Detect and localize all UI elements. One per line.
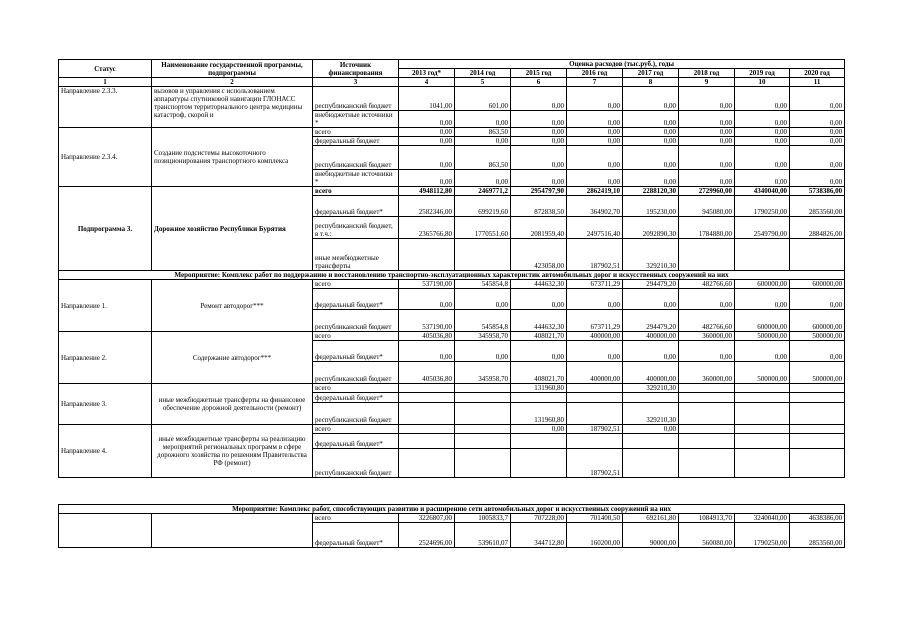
funding-source: внебюджетные источники *	[313, 111, 399, 128]
value-cell: 537190,00	[399, 280, 455, 289]
value-cell	[511, 449, 567, 478]
value-cell: 0,00	[623, 341, 679, 362]
value-cell: 329210,30	[623, 403, 679, 425]
header-source: Источник финансирования	[313, 60, 399, 78]
column-number: 9	[679, 78, 735, 87]
value-cell: 4638386,00	[790, 514, 845, 523]
table-row	[59, 87, 845, 111]
value-cell	[679, 384, 735, 393]
value-cell: 5738386,00	[790, 187, 845, 196]
funding-source: иные межбюджетные трансферты	[313, 239, 399, 271]
value-cell: 3240040,00	[735, 514, 790, 523]
value-cell: 0,00	[455, 170, 511, 187]
value-cell: 0,00	[679, 128, 735, 137]
value-cell: 345958,70	[455, 362, 511, 384]
value-cell: 2582346,00	[399, 196, 455, 217]
value-cell: 2853560,00	[790, 196, 845, 217]
year-header: 2013 год*	[399, 69, 455, 78]
value-cell: 344712,80	[511, 523, 567, 548]
value-cell: 2884826,00	[790, 217, 845, 239]
value-cell: 0,00	[399, 137, 455, 146]
value-cell	[455, 425, 511, 434]
value-cell: 0,00	[679, 137, 735, 146]
value-cell	[399, 434, 455, 449]
value-cell: 400000,00	[567, 332, 623, 341]
value-cell: 0,00	[511, 128, 567, 137]
row-name: Ремонт автодорог***	[152, 280, 313, 332]
value-cell: 187902,51	[567, 239, 623, 271]
value-cell: 0,00	[623, 170, 679, 187]
value-cell: 699219,60	[455, 196, 511, 217]
measure-row	[59, 271, 845, 280]
value-cell	[511, 434, 567, 449]
value-cell: 0,00	[679, 87, 735, 111]
value-cell: 0,00	[679, 146, 735, 170]
funding-source: республиканский бюджет	[313, 362, 399, 384]
column-number: 2	[152, 78, 313, 87]
funding-source: федеральный бюджет*	[313, 523, 399, 548]
budget-table	[58, 59, 845, 478]
value-cell: 692161,80	[623, 514, 679, 523]
value-cell: 1084913,70	[679, 514, 735, 523]
value-cell	[679, 403, 735, 425]
value-cell: 0,00	[399, 146, 455, 170]
value-cell: 863,50	[455, 128, 511, 137]
value-cell: 0,00	[511, 425, 567, 434]
funding-source: федеральный бюджет*	[313, 393, 399, 403]
row-status	[59, 514, 152, 548]
value-cell: 4948112,80	[399, 187, 455, 196]
value-cell: 0,00	[567, 111, 623, 128]
value-cell	[735, 393, 790, 403]
value-cell	[455, 449, 511, 478]
value-cell	[511, 393, 567, 403]
value-cell: 0,00	[735, 137, 790, 146]
value-cell: 0,00	[790, 289, 845, 310]
value-cell: 500000,00	[790, 332, 845, 341]
value-cell: 0,00	[399, 341, 455, 362]
budget-table-continued	[58, 504, 845, 548]
value-cell: 1005833,7	[455, 514, 511, 523]
column-number: 7	[567, 78, 623, 87]
value-cell: 707228,00	[511, 514, 567, 523]
value-cell	[399, 393, 455, 403]
value-cell: 2288120,30	[623, 187, 679, 196]
value-cell: 0,00	[455, 137, 511, 146]
value-cell: 0,00	[511, 341, 567, 362]
value-cell: 0,00	[623, 146, 679, 170]
value-cell: 539610,07	[455, 523, 511, 548]
funding-source: федеральный бюджет*	[313, 341, 399, 362]
value-cell: 0,00	[735, 87, 790, 111]
row-status: Направление 2.3.3.	[59, 87, 152, 128]
value-cell: 3226807,00	[399, 514, 455, 523]
value-cell: 0,00	[511, 146, 567, 170]
funding-source: всего	[313, 514, 399, 523]
value-cell: 0,00	[623, 289, 679, 310]
value-cell: 1784880,00	[679, 217, 735, 239]
value-cell	[735, 239, 790, 271]
table-row	[59, 384, 845, 393]
row-status: Направление 2.3.4.	[59, 128, 152, 187]
value-cell: 0,00	[623, 111, 679, 128]
value-cell	[790, 449, 845, 478]
value-cell	[679, 393, 735, 403]
value-cell: 0,00	[790, 341, 845, 362]
value-cell: 1770551,60	[455, 217, 511, 239]
value-cell	[399, 384, 455, 393]
value-cell: 0,00	[735, 170, 790, 187]
value-cell: 360000,00	[679, 362, 735, 384]
value-cell	[399, 425, 455, 434]
value-cell: 482766,60	[679, 280, 735, 289]
value-cell: 0,00	[623, 425, 679, 434]
value-cell: 329210,30	[623, 384, 679, 393]
value-cell	[455, 239, 511, 271]
value-cell: 444632,30	[511, 310, 567, 332]
value-cell	[790, 403, 845, 425]
funding-source: федеральный бюджет*	[313, 434, 399, 449]
funding-source: федеральный бюджет*	[313, 196, 399, 217]
value-cell: 1790250,00	[735, 523, 790, 548]
value-cell: 400000,00	[623, 332, 679, 341]
value-cell: 537190,00	[399, 310, 455, 332]
row-status: Направление 3.	[59, 384, 152, 425]
value-cell: 0,00	[511, 170, 567, 187]
value-cell	[735, 425, 790, 434]
value-cell: 600000,00	[790, 280, 845, 289]
value-cell	[679, 425, 735, 434]
value-cell	[679, 449, 735, 478]
value-cell: 0,00	[790, 111, 845, 128]
value-cell: 0,00	[679, 341, 735, 362]
value-cell: 600000,00	[735, 280, 790, 289]
value-cell: 408021,70	[511, 362, 567, 384]
value-cell	[455, 434, 511, 449]
value-cell	[735, 403, 790, 425]
year-header: 2016 год	[567, 69, 623, 78]
value-cell: 0,00	[735, 289, 790, 310]
value-cell: 600000,00	[790, 310, 845, 332]
value-cell: 560080,00	[679, 523, 735, 548]
year-header: 2020 год	[790, 69, 845, 78]
value-cell: 400000,00	[623, 362, 679, 384]
value-cell: 405036,80	[399, 332, 455, 341]
value-cell: 545854,8	[455, 280, 511, 289]
value-cell: 0,00	[679, 170, 735, 187]
value-cell	[790, 425, 845, 434]
value-cell: 0,00	[567, 146, 623, 170]
value-cell: 405036,80	[399, 362, 455, 384]
value-cell: 482766,60	[679, 310, 735, 332]
value-cell: 0,00	[623, 87, 679, 111]
row-name: иные межбюджетные трансферты на реализацию мероприятий региональных программ в сфере дорожного хозяйства по решениям Правительства РФ (ремонт)	[152, 425, 313, 478]
value-cell: 0,00	[790, 170, 845, 187]
value-cell: 444632,30	[511, 280, 567, 289]
value-cell: 423058,00	[511, 239, 567, 271]
value-cell: 345958,70	[455, 332, 511, 341]
budget-table-body	[59, 60, 845, 478]
value-cell: 0,00	[455, 289, 511, 310]
header-program: Наименование государственной программы, подпрограммы	[152, 60, 313, 78]
row-name: вызовов и управления с использованием аппаратуры спутниковой навигации ГЛОНАСС транспортом территориального центра медицины катастроф, скорой и	[152, 87, 313, 128]
header-status: Статус	[59, 60, 152, 78]
value-cell: 2092890,30	[623, 217, 679, 239]
table-row	[59, 514, 845, 523]
row-name: Создание подсистемы высокоточного позиционирования транспортного комплекса	[152, 128, 313, 187]
value-cell: 0,00	[399, 170, 455, 187]
value-cell: 0,00	[567, 128, 623, 137]
value-cell: 0,00	[399, 111, 455, 128]
value-cell: 2729960,00	[679, 187, 735, 196]
value-cell: 600000,00	[735, 310, 790, 332]
value-cell: 0,00	[790, 137, 845, 146]
table-row	[59, 128, 845, 137]
value-cell: 0,00	[567, 170, 623, 187]
value-cell: 1041,00	[399, 87, 455, 111]
value-cell	[567, 393, 623, 403]
value-cell: 0,00	[567, 289, 623, 310]
table-row	[59, 187, 845, 196]
value-cell: 2954797,90	[511, 187, 567, 196]
table-row	[59, 425, 845, 434]
column-number: 10	[735, 78, 790, 87]
value-cell	[567, 384, 623, 393]
header-estimate: Оценка расходов (тыс.руб.), годы	[399, 60, 845, 69]
row-status: Подпрограмма 3.	[59, 187, 152, 271]
value-cell: 0,00	[511, 289, 567, 310]
table-row	[59, 332, 845, 341]
value-cell	[399, 403, 455, 425]
value-cell: 0,00	[623, 137, 679, 146]
value-cell: 0,00	[735, 128, 790, 137]
funding-source: республиканский бюджет, в т.ч.:	[313, 217, 399, 239]
value-cell: 2081959,40	[511, 217, 567, 239]
year-header: 2014 год	[455, 69, 511, 78]
value-cell	[790, 384, 845, 393]
value-cell: 2853560,00	[790, 523, 845, 548]
value-cell: 408021,70	[511, 332, 567, 341]
value-cell: 0,00	[455, 341, 511, 362]
value-cell: 2524696,00	[399, 523, 455, 548]
value-cell	[399, 449, 455, 478]
funding-source: всего	[313, 128, 399, 137]
value-cell: 0,00	[735, 146, 790, 170]
value-cell	[790, 239, 845, 271]
value-cell	[735, 384, 790, 393]
value-cell: 2469771,2	[455, 187, 511, 196]
value-cell: 0,00	[511, 111, 567, 128]
value-cell: 0,00	[790, 87, 845, 111]
funding-source: всего	[313, 280, 399, 289]
value-cell: 160200,00	[567, 523, 623, 548]
column-number: 5	[455, 78, 511, 87]
value-cell: 1790250,00	[735, 196, 790, 217]
funding-source: республиканский бюджет	[313, 403, 399, 425]
value-cell: 545854,8	[455, 310, 511, 332]
funding-source: республиканский бюджет	[313, 87, 399, 111]
value-cell: 0,00	[790, 146, 845, 170]
value-cell: 90000,00	[623, 523, 679, 548]
measure-title: Мероприятие: Комплекс работ, способствующих развитию и расширению сети автомобильных дорог и искусственных сооружений на них	[59, 505, 845, 514]
value-cell	[455, 384, 511, 393]
value-cell: 2497516,40	[567, 217, 623, 239]
measure-title: Мероприятие: Комплекс работ по поддержанию и восстановлению транспортно-эксплуатационных характеристик автомобильных дорог и искусственных сооружений на них	[59, 271, 845, 280]
value-cell	[735, 449, 790, 478]
value-cell: 0,00	[399, 128, 455, 137]
value-cell: 0,00	[511, 87, 567, 111]
value-cell: 2365766,80	[399, 217, 455, 239]
column-number: 6	[511, 78, 567, 87]
value-cell: 131960,80	[511, 384, 567, 393]
row-status: Направление 2.	[59, 332, 152, 384]
year-header: 2018 год	[679, 69, 735, 78]
value-cell: 0,00	[399, 289, 455, 310]
value-cell: 872838,50	[511, 196, 567, 217]
value-cell: 294479,20	[623, 280, 679, 289]
value-cell: 4340040,00	[735, 187, 790, 196]
value-cell	[679, 434, 735, 449]
funding-source: федеральный бюджет*	[313, 289, 399, 310]
value-cell: 673711,29	[567, 310, 623, 332]
value-cell: 195230,00	[623, 196, 679, 217]
value-cell	[567, 403, 623, 425]
value-cell: 945080,00	[679, 196, 735, 217]
value-cell: 0,00	[567, 341, 623, 362]
value-cell: 0,00	[679, 111, 735, 128]
value-cell: 500000,00	[735, 362, 790, 384]
budget-table-body-continued	[59, 505, 845, 548]
value-cell: 500000,00	[735, 332, 790, 341]
value-cell: 2862419,10	[567, 187, 623, 196]
value-cell	[455, 403, 511, 425]
value-cell: 0,00	[679, 289, 735, 310]
funding-source: республиканский бюджет	[313, 146, 399, 170]
value-cell: 500000,00	[790, 362, 845, 384]
value-cell	[455, 393, 511, 403]
value-cell: 131960,80	[511, 403, 567, 425]
value-cell: 360000,00	[679, 332, 735, 341]
value-cell: 0,00	[735, 341, 790, 362]
value-cell	[567, 434, 623, 449]
column-number: 4	[399, 78, 455, 87]
value-cell: 0,00	[790, 128, 845, 137]
value-cell: 601,00	[455, 87, 511, 111]
year-header: 2015 год	[511, 69, 567, 78]
value-cell: 294479,20	[623, 310, 679, 332]
row-name	[152, 514, 313, 548]
value-cell	[790, 434, 845, 449]
value-cell: 701400,50	[567, 514, 623, 523]
value-cell: 2549790,00	[735, 217, 790, 239]
measure-row	[59, 505, 845, 514]
value-cell	[399, 239, 455, 271]
funding-source: федеральный бюджет	[313, 137, 399, 146]
value-cell	[790, 393, 845, 403]
column-number: 8	[623, 78, 679, 87]
value-cell: 364902,70	[567, 196, 623, 217]
column-number: 3	[313, 78, 399, 87]
value-cell: 329210,30	[623, 239, 679, 271]
row-name: Дорожное хозяйство Республики Бурятия	[152, 187, 313, 271]
table-row	[59, 280, 845, 289]
value-cell	[623, 449, 679, 478]
value-cell: 400000,00	[567, 362, 623, 384]
funding-source: внебюджетные источники *	[313, 170, 399, 187]
value-cell: 863,50	[455, 146, 511, 170]
funding-source: всего	[313, 187, 399, 196]
year-header: 2019 год	[735, 69, 790, 78]
year-header: 2017 год	[623, 69, 679, 78]
funding-source: республиканский бюджет	[313, 310, 399, 332]
row-name: Содержание автодорог***	[152, 332, 313, 384]
value-cell: 0,00	[455, 111, 511, 128]
funding-source: всего	[313, 384, 399, 393]
value-cell: 0,00	[567, 137, 623, 146]
value-cell	[735, 434, 790, 449]
row-name: иные межбюджетные трансферты на финансовое обеспечение дорожной деятельности (ремонт)	[152, 384, 313, 425]
value-cell: 0,00	[511, 137, 567, 146]
funding-source: республиканский бюджет	[313, 449, 399, 478]
funding-source: всего	[313, 332, 399, 341]
column-number: 11	[790, 78, 845, 87]
value-cell	[623, 434, 679, 449]
value-cell	[623, 393, 679, 403]
value-cell: 187902,51	[567, 449, 623, 478]
funding-source: всего	[313, 425, 399, 434]
value-cell	[679, 239, 735, 271]
value-cell: 0,00	[735, 111, 790, 128]
row-status: Направление 4.	[59, 425, 152, 478]
value-cell: 187902,51	[567, 425, 623, 434]
value-cell: 0,00	[623, 128, 679, 137]
value-cell: 0,00	[567, 87, 623, 111]
column-number: 1	[59, 78, 152, 87]
row-status: Направление 1.	[59, 280, 152, 332]
value-cell: 673711,29	[567, 280, 623, 289]
